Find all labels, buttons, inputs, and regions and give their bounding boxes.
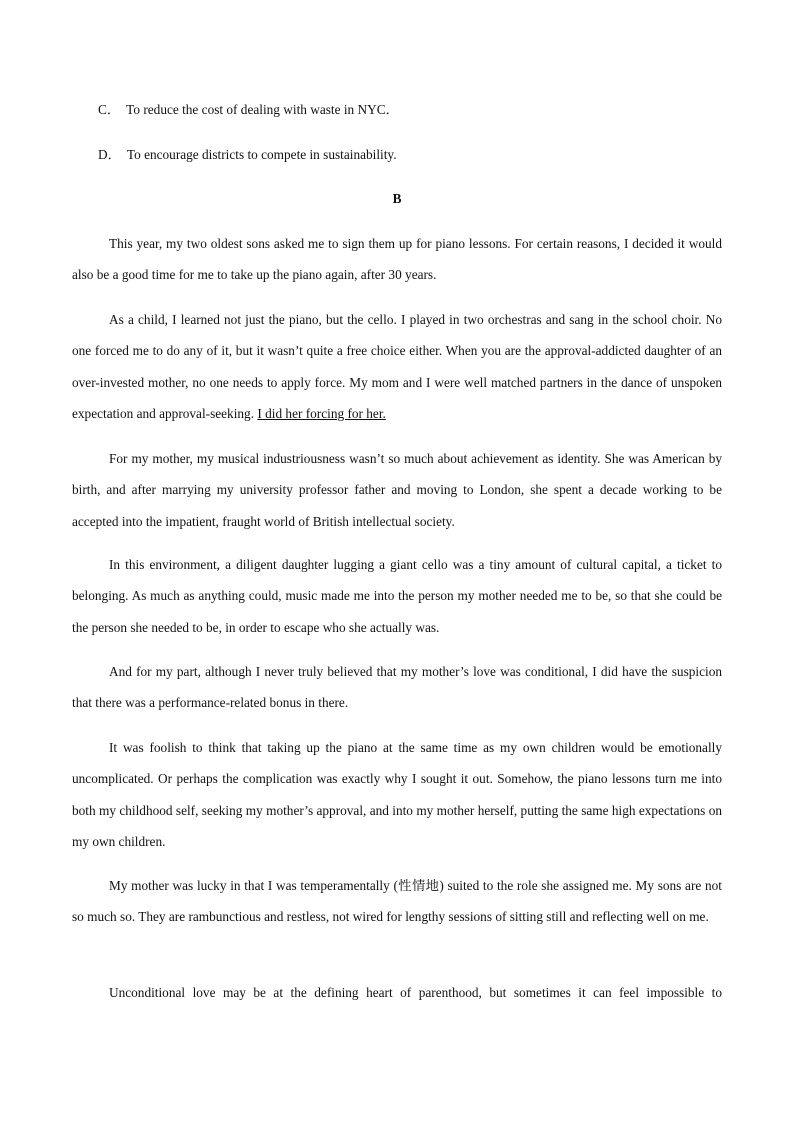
answer-option-d — [98, 145, 397, 165]
paragraph-text: And for my part, although I never truly believed that my mother’s love was conditional, I did have the suspicion that there was a performance-related bonus in there. — [72, 664, 722, 711]
paragraph-6 — [72, 732, 722, 858]
paragraph-2 — [72, 304, 722, 430]
paragraph-text: My mother was lucky in that I was temperamentally (性情地) suited to the role she assigned me. My sons are not so much so. They are rambunctious and restless, not wired for lengthy sessions of sitting still and reflecting well on me. — [72, 878, 722, 925]
paragraph-5 — [72, 656, 722, 719]
paragraph-8 — [72, 977, 722, 1008]
paragraph-text: It was foolish to think that taking up the piano at the same time as my own children would be emotionally uncomplicated. Or perhaps the complication was exactly why I sought it out. Somehow, the piano lessons turn me into both my childhood self, seeking my mother’s approval, and into my mother herself, putting the same high expectations on my own children. — [72, 740, 722, 850]
paragraph-text: As a child, I learned not just the piano, but the cello. I played in two orchestras and sang in the school choir. No one forced me to do any of it, but it wasn’t quite a free choice either. When you are the approval-addicted daughter of an over-invested mother, no one needs to apply force. My mom and I were well matched partners in the dance of unspoken expectation and approval-seeking. — [72, 312, 722, 422]
section-heading: B — [392, 191, 402, 206]
option-letter: C． — [98, 102, 121, 117]
paragraph-3 — [72, 443, 722, 537]
option-letter: D． — [98, 147, 121, 162]
paragraph-7 — [72, 870, 722, 933]
underlined-sentence: I did her forcing for her. — [257, 406, 386, 422]
paragraph-text: For my mother, my musical industriousness wasn’t so much about achievement as identity. She was American by birth, and after marrying my university professor father and moving to London, she spent a decade working to be accepted into the impatient, fraught world of British intellectual society. — [72, 451, 722, 529]
paragraph-text: This year, my two oldest sons asked me to sign them up for piano lessons. For certain reasons, I decided it would also be a good time for me to take up the piano again, after 30 years. — [72, 236, 722, 283]
paragraph-4 — [72, 549, 722, 643]
paragraph-text: In this environment, a diligent daughter lugging a giant cello was a tiny amount of cultural capital, a ticket to belonging. As much as anything could, music made me into the person my mother needed me to be, so that she could be the person she needed to be, in order to escape who she actually was. — [72, 557, 722, 635]
answer-option-c — [98, 100, 399, 120]
option-text: To reduce the cost of dealing with waste in NYC． — [126, 102, 399, 117]
paragraph-text: Unconditional love may be at the defining heart of parenthood, but sometimes it can feel impossible to — [109, 985, 722, 1000]
paragraph-1 — [72, 228, 722, 291]
option-text: To encourage districts to compete in sustainability. — [126, 147, 397, 162]
